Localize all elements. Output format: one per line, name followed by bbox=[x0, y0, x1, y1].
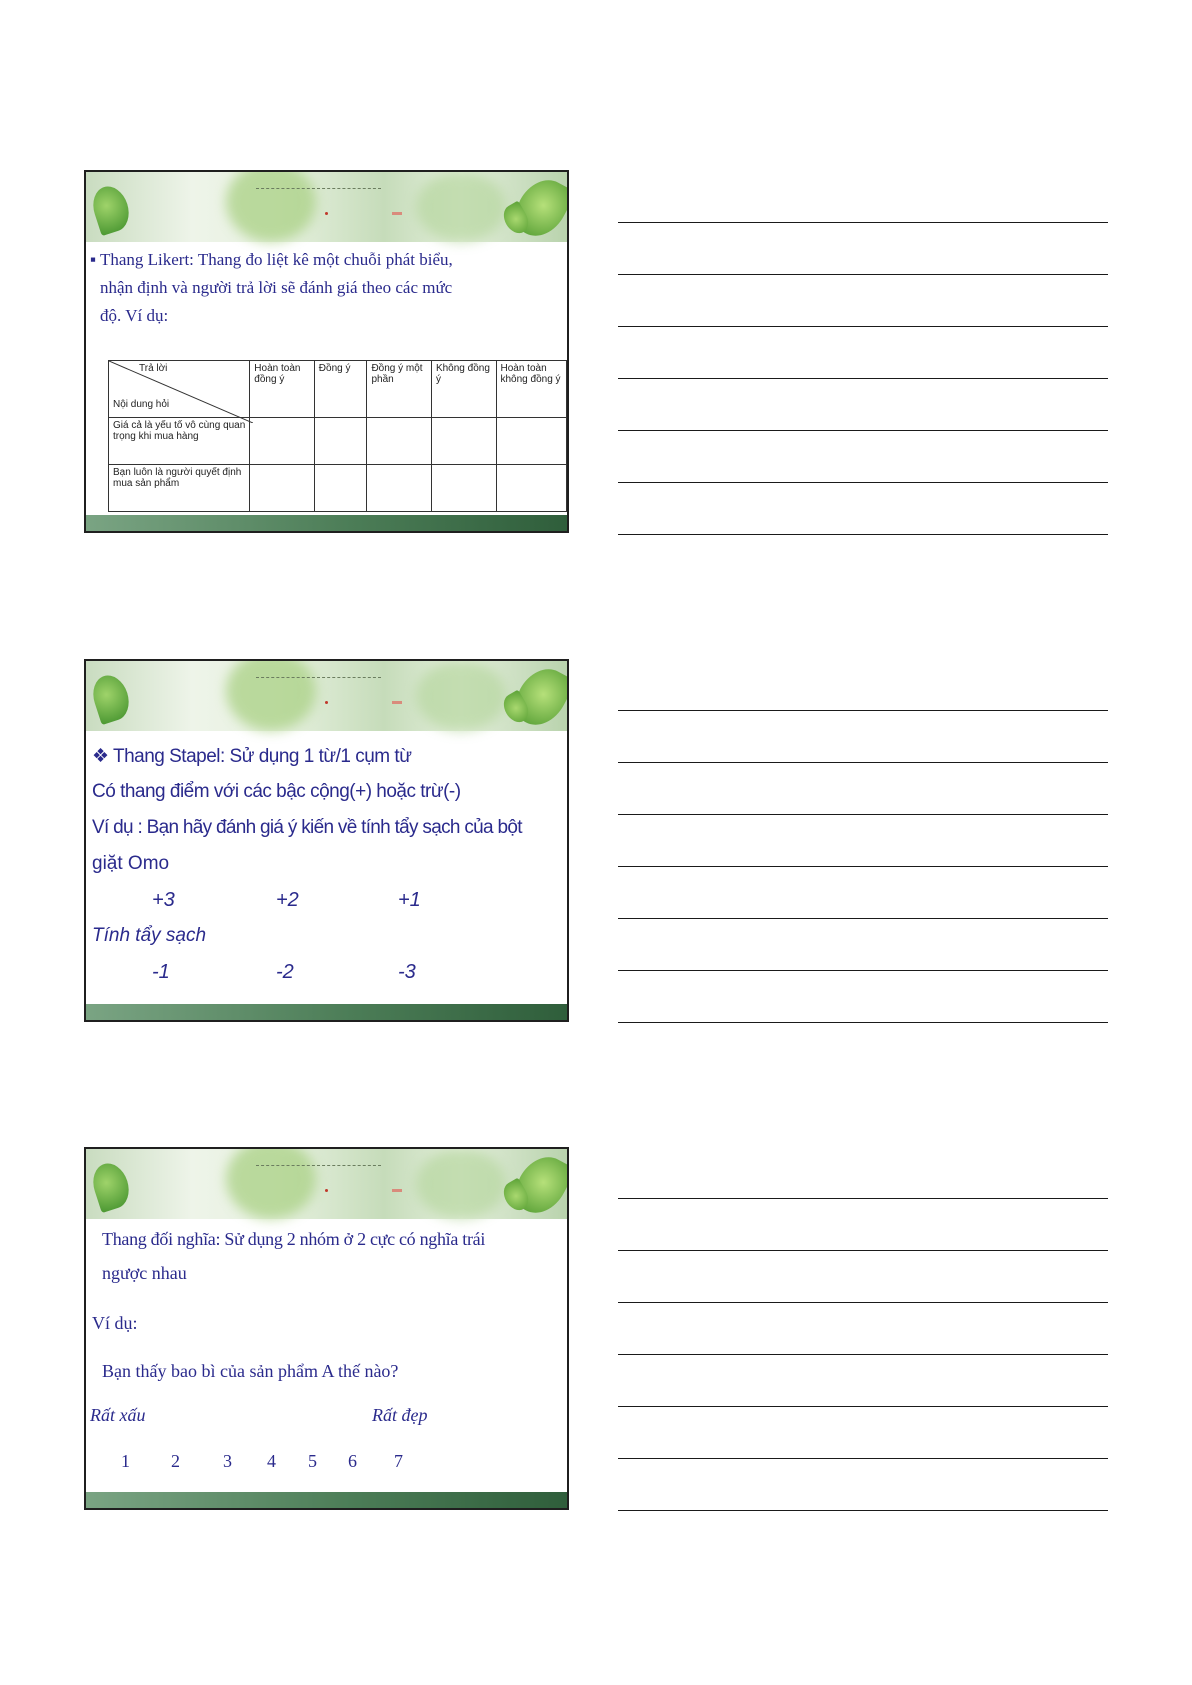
note-line bbox=[618, 1458, 1108, 1459]
plus-value: +1 bbox=[398, 889, 421, 911]
text-line: Ví dụ: bbox=[92, 1313, 138, 1333]
table-header: Đồng ý bbox=[314, 361, 367, 418]
minus-value: -1 bbox=[152, 961, 170, 983]
note-line bbox=[618, 430, 1108, 431]
right-pole-label: Rất đẹp bbox=[372, 1405, 428, 1425]
note-line bbox=[618, 1354, 1108, 1355]
leaf-icon bbox=[88, 182, 135, 236]
note-line bbox=[618, 970, 1108, 971]
note-line bbox=[618, 482, 1108, 483]
scale-label: Tính tẩy sạch bbox=[92, 925, 207, 946]
text-line: ❖ Thang Stapel: Sử dụng 1 từ/1 cụm từ bbox=[92, 746, 412, 767]
table-cell bbox=[496, 465, 567, 512]
table-cell bbox=[314, 465, 367, 512]
table-header: Không đồng ý bbox=[431, 361, 496, 418]
minus-value: -2 bbox=[276, 961, 294, 983]
corner-bottom-label: Nội dung hỏi bbox=[113, 399, 170, 410]
decor-line bbox=[256, 677, 381, 678]
scale-point: 3 bbox=[223, 1451, 232, 1471]
slide-stapel bbox=[84, 659, 569, 1022]
table-row bbox=[109, 465, 567, 512]
table-header: Hoàn toàn đồng ý bbox=[250, 361, 314, 418]
note-line bbox=[618, 866, 1108, 867]
slide-banner bbox=[86, 172, 567, 242]
slide-footer-bar bbox=[86, 1492, 567, 1508]
table-cell bbox=[431, 465, 496, 512]
bullet-line: ▪ Thang Likert: Thang đo liệt kê một chuỗi phát biểu, bbox=[90, 250, 453, 269]
minus-value: -3 bbox=[398, 961, 416, 983]
note-line bbox=[618, 1022, 1108, 1023]
plus-value: +2 bbox=[276, 889, 299, 911]
table-cell bbox=[250, 418, 314, 465]
table-cell bbox=[367, 418, 431, 465]
leaf-icon bbox=[88, 1159, 135, 1213]
table-cell: Bạn luôn là người quyết định mua sản phẩm bbox=[109, 465, 250, 512]
decor-dash bbox=[392, 701, 402, 704]
text-line: Bạn thấy bao bì của sản phẩm A thế nào? bbox=[102, 1361, 399, 1381]
scale-point: 5 bbox=[308, 1451, 317, 1471]
bullet-line: nhận định và người trả lời sẽ đánh giá theo các mức bbox=[100, 278, 453, 297]
scale-point: 2 bbox=[171, 1451, 180, 1471]
scale-point: 4 bbox=[267, 1451, 276, 1471]
table-header: Đồng ý một phần bbox=[367, 361, 431, 418]
text-line: Ví dụ : Bạn hãy đánh giá ý kiến về tính tẩy sạch của bột bbox=[92, 817, 522, 838]
note-line bbox=[618, 1198, 1108, 1199]
note-line bbox=[618, 1510, 1108, 1511]
diagonal-line bbox=[109, 361, 253, 423]
note-line bbox=[618, 1406, 1108, 1407]
table-cell bbox=[314, 418, 367, 465]
table-cell bbox=[250, 465, 314, 512]
decor-line bbox=[256, 1165, 381, 1166]
corner-top-label: Trả lời bbox=[139, 363, 168, 374]
slide-banner bbox=[86, 661, 567, 731]
table-cell bbox=[431, 418, 496, 465]
slide-footer-bar bbox=[86, 1004, 567, 1020]
note-line bbox=[618, 534, 1108, 535]
slide-banner bbox=[86, 1149, 567, 1219]
note-line bbox=[618, 274, 1108, 275]
slide-semantic-differential bbox=[84, 1147, 569, 1510]
table-header: Hoàn toàn không đồng ý bbox=[496, 361, 567, 418]
likert-table bbox=[108, 360, 567, 512]
table-row bbox=[109, 418, 567, 465]
left-pole-label: Rất xấu bbox=[90, 1405, 146, 1425]
bullet-line: độ. Ví dụ: bbox=[100, 306, 169, 325]
note-line bbox=[618, 378, 1108, 379]
plus-value: +3 bbox=[152, 889, 175, 911]
decor-dash bbox=[392, 1189, 402, 1192]
text-line: Thang đối nghĩa: Sử dụng 2 nhóm ở 2 cực có nghĩa trái bbox=[102, 1229, 486, 1249]
note-line bbox=[618, 918, 1108, 919]
table-corner-cell bbox=[109, 361, 250, 418]
note-line bbox=[618, 710, 1108, 711]
table-cell bbox=[496, 418, 567, 465]
note-line bbox=[618, 326, 1108, 327]
leaf-icon bbox=[88, 671, 135, 725]
scale-point: 1 bbox=[121, 1451, 130, 1471]
table-cell bbox=[367, 465, 431, 512]
text-line: Có thang điểm với các bậc cộng(+) hoặc trừ(-) bbox=[92, 781, 461, 802]
decor-dash bbox=[392, 212, 402, 215]
slide-likert bbox=[84, 170, 569, 533]
note-line bbox=[618, 1302, 1108, 1303]
slide-footer-bar bbox=[86, 515, 567, 531]
note-line bbox=[618, 1250, 1108, 1251]
text-line: ngược nhau bbox=[102, 1263, 187, 1283]
decor-dot bbox=[325, 1189, 328, 1192]
scale-point: 6 bbox=[348, 1451, 357, 1471]
table-cell: Giá cả là yếu tố vô cùng quan trọng khi mua hàng bbox=[109, 418, 250, 465]
scale-point: 7 bbox=[394, 1451, 403, 1471]
text-line: giặt Omo bbox=[92, 853, 170, 874]
note-line bbox=[618, 762, 1108, 763]
decor-dot bbox=[325, 212, 328, 215]
decor-dot bbox=[325, 701, 328, 704]
note-line bbox=[618, 814, 1108, 815]
decor-line bbox=[256, 188, 381, 189]
note-line bbox=[618, 222, 1108, 223]
